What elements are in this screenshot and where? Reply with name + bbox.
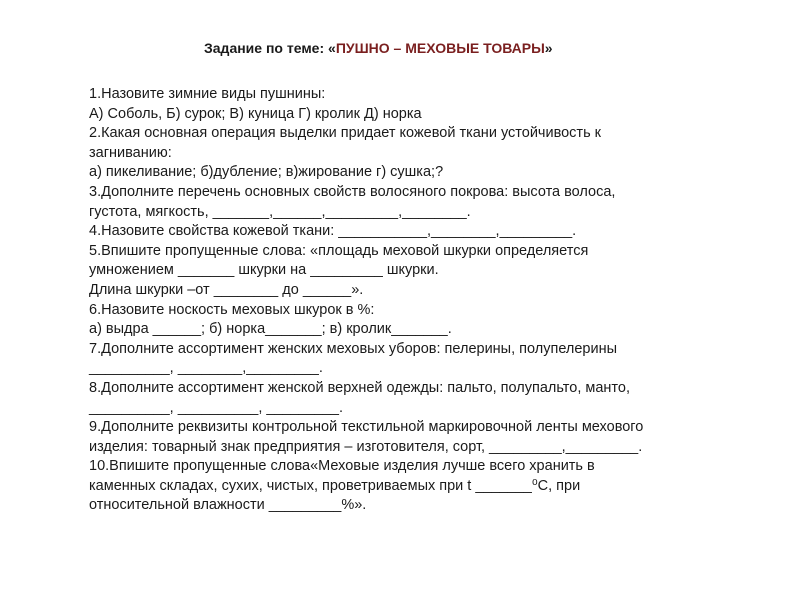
- text-line: а) выдра ______; б) норка_______; в) кролик_______.: [89, 321, 452, 338]
- text-line: 6.Назовите носкость меховых шкурок в %:: [89, 301, 375, 318]
- text-line: __________, __________, _________.: [89, 399, 344, 416]
- text-line: а) пикеливание; б)дубление; в)жирование г) сушка;?: [89, 164, 444, 181]
- title-suffix: »: [544, 40, 553, 56]
- text-line: 10.Впишите пропущенные слова«Меховые изделия лучше всего хранить в: [89, 458, 595, 475]
- text-line: __________, ________,_________.: [89, 360, 323, 377]
- title-prefix: Задание по теме: «: [204, 40, 336, 56]
- text-line: каменных складах, сухих, чистых, проветриваемых при t _______⁰С, при: [89, 477, 581, 494]
- text-line: А) Соболь, Б) сурок; В) куница Г) кролик Д) норка: [89, 105, 422, 122]
- text-line: 3.Дополните перечень основных свойств волосяного покрова: высота волоса,: [89, 183, 616, 200]
- assignment-body: [89, 85, 729, 516]
- text-line: 8.Дополните ассортимент женской верхней одежды: пальто, полупальто, манто,: [89, 379, 631, 396]
- text-line: изделия: товарный знак предприятия – изготовителя, сорт, _________,_________.: [89, 438, 643, 455]
- text-line: 2.Какая основная операция выделки придает кожевой ткани устойчивость к: [89, 125, 602, 142]
- text-line: относительной влажности _________%».: [89, 497, 367, 514]
- text-line: загниванию:: [89, 144, 172, 161]
- text-line: умножением _______ шкурки на _________ шкурки.: [89, 262, 439, 279]
- text-line: 9.Дополните реквизиты контрольной текстильной маркировочной ленты мехового: [89, 419, 644, 436]
- text-line: 5.Впишите пропущенные слова: «площадь меховой шкурки определяется: [89, 242, 589, 259]
- text-line: 4.Назовите свойства кожевой ткани: ___________,________,_________.: [89, 223, 577, 240]
- text-line: Длина шкурки –от ________ до ______».: [89, 281, 364, 298]
- text-line: густота, мягкость, _______,______,_________,________.: [89, 203, 471, 220]
- text-line: 7.Дополните ассортимент женских меховых уборов: пелерины, полупелерины: [89, 340, 618, 357]
- title-topic: ПУШНО – МЕХОВЫЕ ТОВАРЫ: [335, 40, 545, 56]
- text-line: 1.Назовите зимние виды пушнины:: [89, 86, 326, 102]
